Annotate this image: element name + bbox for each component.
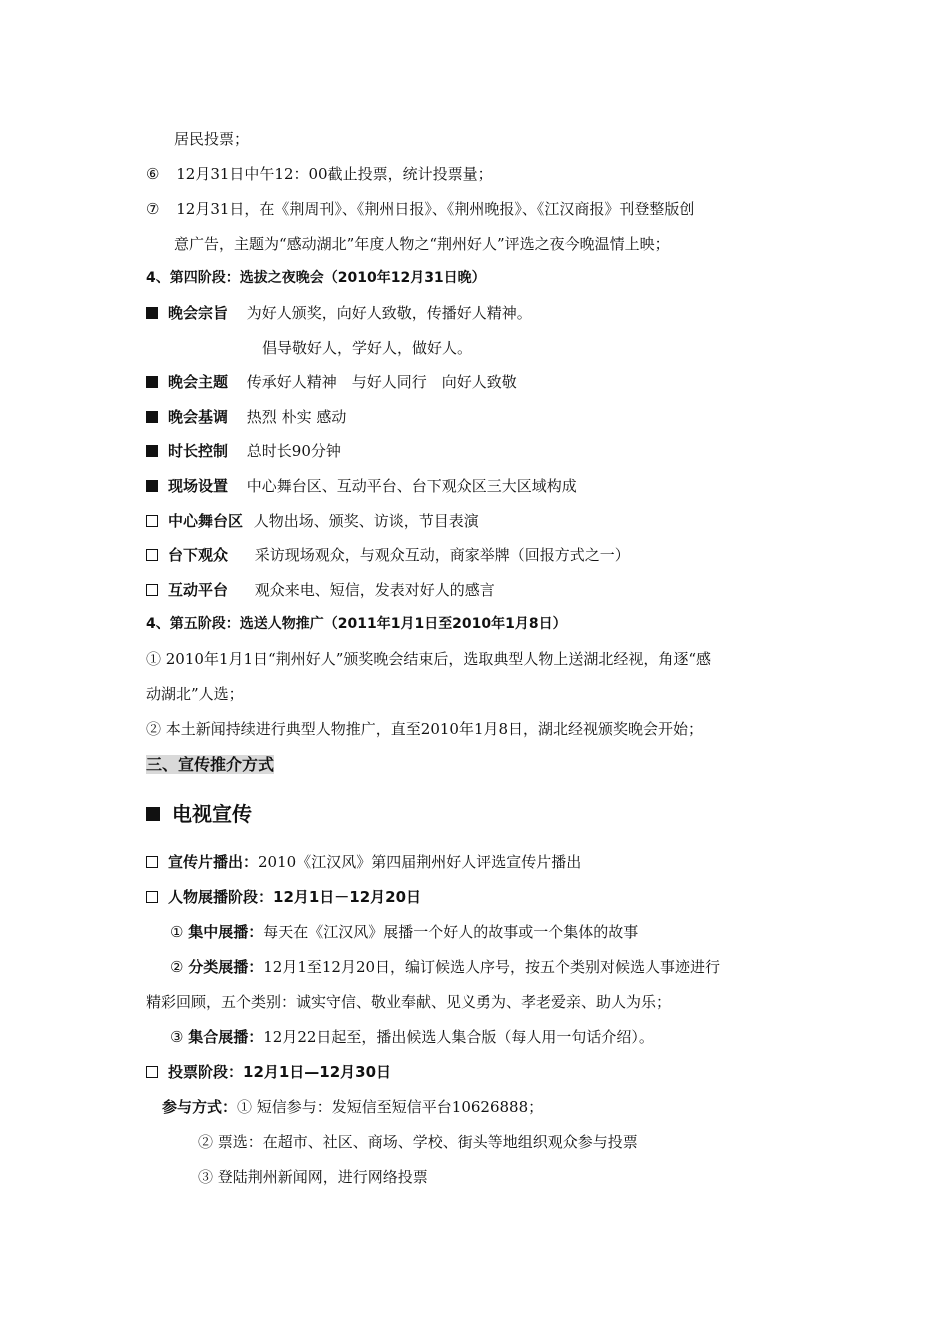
text-line: ② 本土新闻持续进行典型人物推广，直至2010年1月8日，湖北经视颁奖晚会开始；: [146, 720, 704, 738]
list-item: ① 集中展播：每天在《江汉风》展播一个好人的故事或一个集体的故事: [170, 923, 639, 941]
checkbox-square-icon: [146, 1066, 158, 1078]
black-square-icon: [146, 307, 158, 319]
list-item: ② 分类展播：12月1至12月20日，编订候选人序号，按五个类别对候选人事迹进行: [170, 958, 721, 976]
list-item: 参与方式：① 短信参与：发短信至短信平台10626888；: [162, 1098, 544, 1116]
list-item: 晚会宗旨 为好人颁奖，向好人致敬，传播好人精神。: [146, 303, 532, 323]
checkbox-square-icon: [146, 891, 158, 903]
list-item: 人物展播阶段：12月1日－12月20日: [146, 887, 421, 907]
list-item: 晚会主题 传承好人精神 与好人同行 向好人致敬: [146, 372, 517, 392]
list-item: 时长控制 总时长90分钟: [146, 441, 341, 461]
list-item: 宣传片播出：2010《江汉风》第四届荆州好人评选宣传片播出: [146, 852, 581, 872]
list-item: 晚会基调 热烈 朴实 感动: [146, 407, 346, 427]
checkbox-square-icon: [146, 584, 158, 596]
subsection-heading: 电视宣传: [146, 801, 252, 827]
list-item: 互动平台 观众来电、短信，发表对好人的感言: [146, 580, 495, 600]
text-line: ① 2010年1月1日“荆州好人”颁奖晚会结束后，选取典型人物上送湖北经视，角逐“感: [146, 650, 712, 668]
checkbox-square-icon: [146, 515, 158, 527]
black-square-icon: [146, 480, 158, 492]
black-square-icon: [146, 411, 158, 423]
chapter-heading: 三、宣传推介方式: [146, 755, 275, 774]
text-line: 倡导敬好人，学好人，做好人。: [262, 339, 473, 357]
list-item: ③ 集合展播：12月22日起至，播出候选人集合版（每人用一句话介绍）。: [170, 1028, 654, 1046]
section-heading: 4、第五阶段：选送人物推广（2011年1月1日至2010年1月8日）: [146, 616, 567, 632]
text-line: 意广告，主题为“感动湖北”年度人物之“荆州好人”评选之夜今晚温情上映；: [174, 235, 670, 253]
black-square-icon: [146, 445, 158, 457]
text-line: 动湖北”人选；: [146, 685, 244, 703]
list-marker: ⑦: [146, 200, 160, 218]
list-item: 台下观众 采访现场观众，与观众互动，商家举牌（回报方式之一）: [146, 545, 630, 565]
list-marker: ⑥: [146, 165, 160, 183]
list-item: ⑥ 12月31日中午12：00截止投票，统计投票量；: [146, 165, 493, 183]
text-line: 居民投票；: [174, 130, 250, 148]
list-item: 现场设置 中心舞台区、互动平台、台下观众区三大区域构成: [146, 476, 577, 496]
list-item: 中心舞台区 人物出场、颁奖、访谈，节目表演: [146, 511, 479, 531]
text-line: ③ 登陆荆州新闻网，进行网络投票: [198, 1168, 428, 1186]
section-heading: 4、第四阶段：选拔之夜晚会（2010年12月31日晚）: [146, 270, 486, 286]
checkbox-square-icon: [146, 856, 158, 868]
text-line: ② 票选：在超市、社区、商场、学校、街头等地组织观众参与投票: [198, 1133, 638, 1151]
text-line: 精彩回顾，五个类别：诚实守信、敬业奉献、见义勇为、孝老爱亲、助人为乐；: [146, 993, 672, 1011]
checkbox-square-icon: [146, 549, 158, 561]
black-square-icon: [146, 807, 160, 821]
list-item: ⑦ 12月31日，在《荆周刊》、《荆州日报》、《荆州晚报》、《江汉商报》刊登整版创: [146, 200, 695, 218]
list-item: 投票阶段：12月1日—12月30日: [146, 1062, 391, 1082]
black-square-icon: [146, 376, 158, 388]
